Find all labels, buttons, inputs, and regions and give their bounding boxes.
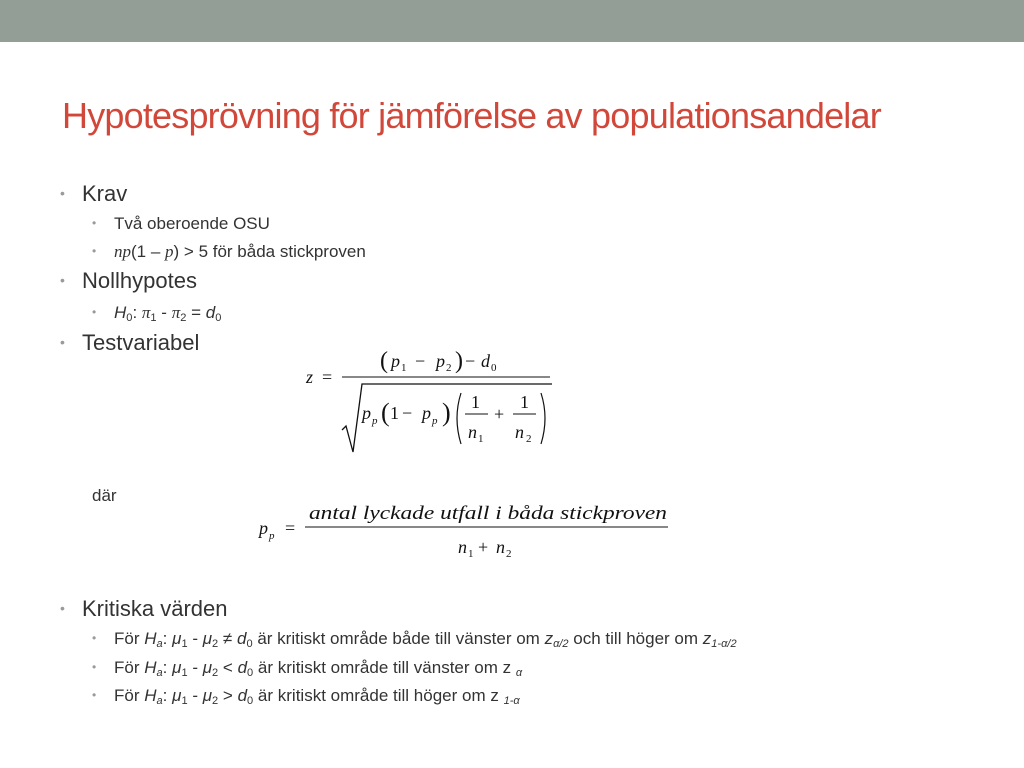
pp-den-plus: + [478, 537, 489, 557]
relation-sign: > [218, 686, 238, 705]
d-symbol: d [236, 629, 247, 648]
d-symbol: d [237, 658, 248, 677]
frac2-n-sub: 2 [526, 433, 532, 445]
den-one: 1 [390, 403, 399, 423]
frac1-n: n [468, 422, 477, 442]
description-text: är kritiskt område till höger om [253, 686, 491, 705]
slide-title: Hypotesprövning för jämförelse av populationsandelar [62, 95, 881, 136]
np-condition-text: ) > 5 för båda stickproven [173, 242, 366, 261]
num-minus-d: − [465, 351, 476, 371]
z-symbol: z [490, 686, 504, 705]
num-p1: p [391, 351, 400, 371]
pi2-subscript: 2 [180, 311, 187, 324]
pp-den-n2-sub: 2 [506, 548, 512, 560]
bullet-testvariabel [60, 330, 199, 356]
colon: : [162, 658, 173, 677]
bullet-dot-icon: • [92, 688, 97, 702]
null-hypothesis [92, 303, 221, 323]
ha-subscript: a [156, 637, 163, 650]
den-pp-sub: p [372, 415, 378, 427]
big-paren-right [541, 393, 545, 444]
mu1-subscript: 1 [181, 666, 188, 679]
z-subscript: 1-α [503, 694, 520, 707]
h-symbol: H [114, 303, 127, 322]
bullet-dot-icon: • [92, 216, 97, 230]
frac1-n-sub: 1 [478, 433, 484, 445]
bullet-kritiska [60, 596, 228, 622]
kritiska-item-left [92, 658, 522, 678]
den-pp2: p [422, 403, 431, 423]
pi2-symbol: π [171, 303, 181, 322]
kritiska-heading: Kritiska värden [82, 596, 228, 621]
minus-sign: - [156, 303, 172, 322]
kritiska-item-two-sided [92, 629, 737, 649]
num-p2-sub: 2 [446, 362, 452, 374]
ha-subscript: a [156, 694, 163, 707]
mu1-symbol: μ [172, 629, 182, 648]
z-subscript: α/2 [553, 637, 569, 650]
pp-den-n2: n [496, 537, 505, 557]
den-pp2-sub: p [432, 415, 438, 427]
frac-plus: + [494, 404, 505, 424]
pp-lhs-sub: p [269, 530, 275, 542]
d-subscript: 0 [247, 666, 254, 679]
z-subscript: α [515, 666, 523, 679]
mu1-symbol: μ [172, 658, 182, 677]
for-label: För [114, 658, 145, 677]
krav-item1-text: Två oberoende OSU [114, 214, 270, 233]
testvariabel-heading: Testvariabel [82, 330, 200, 355]
bullet-dot-icon: • [92, 660, 97, 674]
z-symbol: z [544, 629, 554, 648]
mu2-symbol: μ [202, 629, 213, 648]
d-subscript: 0 [246, 637, 253, 650]
z-symbol: z [502, 658, 516, 677]
bullet-dot-icon: • [92, 244, 97, 258]
z-equals: = [322, 367, 333, 387]
mu2-subscript: 2 [212, 666, 219, 679]
relation-sign: ≠ [218, 629, 237, 648]
colon: : [162, 629, 173, 648]
minus-sign: - [187, 629, 203, 648]
mu1-subscript: 1 [181, 694, 188, 707]
kritiska-item-right [92, 686, 520, 706]
krav-item-np [92, 242, 366, 262]
krav-heading: Krav [82, 181, 128, 206]
ha-symbol: H [144, 686, 157, 705]
np-paren-open: (1 – [131, 242, 166, 261]
bullet-krav [60, 181, 127, 207]
pp-formula [255, 497, 675, 561]
colon: : [162, 686, 173, 705]
p-symbol: p [165, 242, 174, 261]
mu1-symbol: μ [172, 686, 182, 705]
mu2-symbol: μ [202, 658, 213, 677]
bullet-dot-icon: • [60, 272, 65, 288]
den-pp: p [362, 403, 371, 423]
pp-lhs: p [259, 518, 268, 538]
z-symbol: z [306, 367, 314, 387]
bullet-dot-icon: • [60, 600, 65, 616]
frac2-num: 1 [520, 392, 529, 412]
description-text: är kritiskt område både till vänster om [252, 629, 545, 648]
num-paren-close: ) [455, 348, 463, 374]
mu2-subscript: 2 [212, 637, 219, 650]
mu2-symbol: μ [202, 686, 213, 705]
num-p1-sub: 1 [401, 362, 407, 374]
big-paren-left [457, 393, 461, 444]
relation-sign: < [218, 658, 238, 677]
pi1-subscript: 1 [150, 311, 157, 324]
z-formula [298, 340, 568, 458]
equals-sign: = [186, 303, 206, 322]
bullet-dot-icon: • [92, 631, 97, 645]
pi1-symbol: π [141, 303, 151, 322]
ha-symbol: H [144, 658, 157, 677]
d-subscript: 0 [247, 694, 254, 707]
top-band [0, 0, 1024, 42]
dar-label: där [92, 486, 117, 505]
mu1-subscript: 1 [181, 637, 188, 650]
pp-den-n1: n [458, 537, 467, 557]
description-text-2: och till höger om [568, 629, 703, 648]
bullet-nollhypotes [60, 268, 197, 294]
for-label: För [114, 629, 145, 648]
bullet-dot-icon: • [60, 185, 65, 201]
ha-symbol: H [144, 629, 157, 648]
num-d-sub: 0 [491, 362, 497, 374]
frac1-num: 1 [471, 392, 480, 412]
bullet-dot-icon: • [60, 334, 65, 350]
z2-subscript: 1-α/2 [711, 637, 737, 650]
num-p2: p [436, 351, 445, 371]
num-minus: − [415, 351, 426, 371]
minus-sign: - [187, 686, 203, 705]
z2-symbol: z [702, 629, 712, 648]
minus-sign: - [187, 658, 203, 677]
pp-numerator: antal lyckade utfall i båda stickproven [309, 503, 667, 524]
bullet-dot-icon: • [92, 305, 97, 319]
den-minus: − [402, 403, 413, 423]
d-subscript: 0 [215, 311, 222, 324]
for-label: För [114, 686, 145, 705]
ha-subscript: a [156, 666, 163, 679]
num-d: d [481, 351, 490, 371]
h-subscript: 0 [126, 311, 133, 324]
nollhypotes-heading: Nollhypotes [82, 268, 197, 293]
den-paren-open: ( [381, 398, 390, 427]
pp-equals: = [285, 518, 296, 538]
np-symbol: np [114, 242, 131, 261]
d-symbol: d [205, 303, 216, 322]
description-text: är kritiskt område till vänster om [253, 658, 503, 677]
krav-item-osu [92, 214, 270, 234]
pp-den-n1-sub: 1 [468, 548, 474, 560]
h-colon: : [132, 303, 142, 322]
d-symbol: d [237, 686, 248, 705]
mu2-subscript: 2 [212, 694, 219, 707]
den-paren-close: ) [442, 398, 451, 427]
num-paren-open: ( [380, 348, 388, 374]
frac2-n: n [515, 422, 524, 442]
